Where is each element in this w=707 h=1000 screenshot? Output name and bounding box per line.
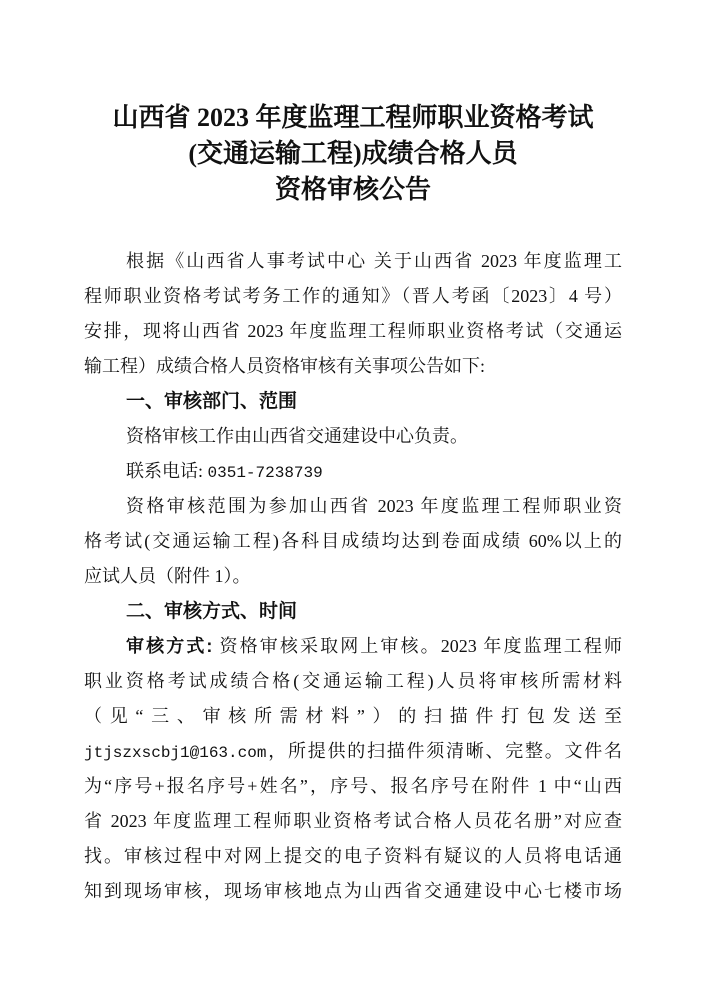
text-run: 输工程）成绩合格人员资格审核有关事项公告如下: bbox=[84, 356, 485, 376]
text-run: 安排，现将山西省 2023 年度监理工程师职业资格考试（交通运 bbox=[84, 321, 622, 341]
phone-number: 0351-7238739 bbox=[207, 464, 323, 482]
text-line bbox=[84, 279, 622, 314]
text-line bbox=[84, 419, 622, 454]
text-line bbox=[84, 874, 622, 909]
text-run: 联系电话: bbox=[126, 461, 208, 481]
document-body bbox=[84, 244, 622, 909]
text-line bbox=[84, 349, 622, 384]
title-line-2: (交通运输工程)成绩合格人员 bbox=[188, 139, 518, 168]
text-run: 资格审核采取网上审核。2023 年度监理工程师 bbox=[219, 636, 622, 656]
text-run: 根据《山西省人事考试中心 关于山西省 2023 年度监理工 bbox=[126, 251, 622, 271]
section-heading bbox=[84, 384, 622, 419]
text-line bbox=[84, 734, 622, 769]
text-run: ，所提供的扫描件须清晰、完整。文件名 bbox=[266, 741, 622, 761]
text-line bbox=[84, 769, 622, 804]
text-line bbox=[84, 664, 622, 699]
text-run: 找。审核过程中对网上提交的电子资料有疑议的人员将电话通 bbox=[84, 846, 622, 866]
text-run: 省 2023 年度监理工程师职业资格考试合格人员花名册”对应查 bbox=[84, 811, 622, 831]
text-line bbox=[84, 804, 622, 839]
text-line bbox=[84, 489, 622, 524]
text-line bbox=[84, 454, 622, 489]
text-run: 资格审核工作由山西省交通建设中心负责。 bbox=[126, 426, 468, 446]
text-run: 应试人员（附件 1）。 bbox=[84, 566, 251, 586]
text-run: （见“三、审核所需材料”）的扫描件打包发送至 bbox=[84, 706, 622, 726]
bold-run: 二、审核方式、时间 bbox=[126, 601, 298, 622]
title-line-1: 山西省 2023 年度监理工程师职业资格考试 bbox=[112, 103, 594, 132]
text-line bbox=[84, 244, 622, 279]
bold-run: 一、审核部门、范围 bbox=[126, 391, 298, 412]
title-line-3: 资格审核公告 bbox=[274, 175, 431, 204]
text-run: 知到现场审核，现场审核地点为山西省交通建设中心七楼市场 bbox=[84, 881, 622, 901]
page-title bbox=[84, 100, 622, 208]
text-line bbox=[84, 524, 622, 559]
text-line bbox=[84, 314, 622, 349]
email-address: jtjszxscbj1@163.com bbox=[84, 744, 267, 762]
text-line bbox=[84, 839, 622, 874]
text-run: 程师职业资格考试考务工作的通知》（晋人考函〔2023〕4 号） bbox=[84, 286, 622, 306]
section-heading bbox=[84, 594, 622, 629]
bold-run: 审核方式: bbox=[126, 636, 220, 656]
text-run: 格考试(交通运输工程)各科目成绩均达到卷面成绩 60%以上的 bbox=[84, 531, 622, 551]
text-line bbox=[84, 699, 622, 734]
text-run: 资格审核范围为参加山西省 2023 年度监理工程师职业资 bbox=[126, 496, 622, 516]
text-run: 职业资格考试成绩合格(交通运输工程)人员将审核所需材料 bbox=[84, 671, 622, 691]
text-line bbox=[84, 629, 622, 664]
document-content bbox=[84, 100, 622, 909]
text-line bbox=[84, 559, 622, 594]
text-run: 为“序号+报名序号+姓名”，序号、报名序号在附件 1 中“山西 bbox=[84, 776, 622, 796]
